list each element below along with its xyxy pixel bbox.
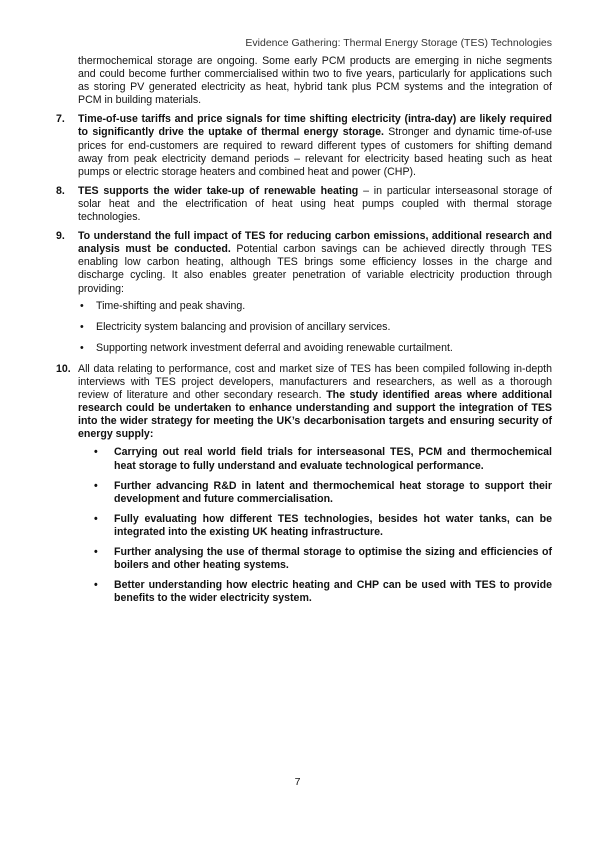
item-number: 10. [56,362,71,375]
item-number: 7. [56,113,65,126]
item-bold-lead: To understand the full impact of TES for reducing carbon emissions, additional research and analysis must be conducted. [78,230,552,256]
bullet-icon: • [94,479,98,492]
research-areas-list [92,446,552,605]
bullet-icon: • [80,299,84,312]
list-item: • Time-shifting and peak shaving. [80,299,246,312]
item-text: All data relating to performance, cost and market size of TES has been compiled following in-depth interviews with TES project developers, manufacturers and researchers, as well as a thorough review of literature and other secondary research. [78,362,552,402]
item-text: Stronger and dynamic time-of-use prices for end-customers are required to reward different types of customers for shifting demand away from peak electricity demand periods – relevant for electricity based heating such as heat pumps or electric storage heaters and combined heat and power (CHP). [78,126,552,178]
item-number: 9. [56,230,65,243]
bullet-icon: • [94,446,98,459]
item-text: Potential carbon savings can be achieved directly through TES enabling low carbon heating, although TES brings some efficiency losses in the charge and discharge cycling. It also enables greater penetration of variable electricity production through providing: [78,243,552,295]
bullet-icon: • [94,579,98,592]
page-number: 7 [294,776,301,788]
list-item: • Supporting network investment deferral and avoiding renewable curtailment. [80,341,453,354]
list-item: • Further advancing R&D in latent and thermochemical heat storage to support their development and future commercialisation. [94,479,552,505]
item-bold-lead: TES supports the wider take-up of renewable heating [78,184,359,197]
list-item: • Electricity system balancing and provision of ancillary services. [80,320,391,333]
bullet-icon: • [94,546,98,558]
bullet-list [78,300,552,355]
item-text: – in particular interseasonal storage of solar heat and the electrification of heat using heat pumps coupled with thermal storage technologies. [78,184,552,224]
item-bold-lead: Time-of-use tariffs and price signals for time shifting electricity (intra-day) are likely required to significantly drive the uptake of thermal energy storage. [78,113,552,139]
bullet-icon: • [94,512,98,525]
running-header: Evidence Gathering: Thermal Energy Storage (TES) Technologies [245,37,552,49]
list-item: • Better understanding how electric heating and CHP can be used with TES to provide benefits to the wider electricity system. [94,579,552,605]
numbered-item-10 [56,363,552,606]
item-bold-lead: The study identified areas where additional research could be undertaken to enhance understanding and support the integration of TES into the wider strategy for meeting the UK’s decarbonisation targets and ensuring security of energy supply: [78,389,553,441]
item-number: 8. [56,184,65,197]
list-item: • Further analysing the use of thermal storage to optimise the sizing and efficiencies of boilers and other heating systems. [94,546,552,572]
continuation-paragraph: thermochemical storage are ongoing. Some early PCM products are emerging in niche segments and could become further commercialised within two to five years, particularly for applications such as storing PV generated electricity as heat, hybrid tank plus PCM systems and the integration of PCM in building materials. [78,55,552,107]
numbered-item-9 [56,230,552,355]
list-item: • Carrying out real world field trials for interseasonal TES, PCM and thermochemical heat storage to fully understand and evaluate technological performance. [94,446,552,472]
list-item: • Fully evaluating how different TES technologies, besides hot water tanks, can be integrated into the existing UK heating infrastructure. [94,512,552,538]
bullet-icon: • [80,341,84,354]
numbered-item-7 [56,113,552,178]
body-text [56,55,552,612]
numbered-item-8 [56,185,552,224]
bullet-icon: • [80,320,84,333]
